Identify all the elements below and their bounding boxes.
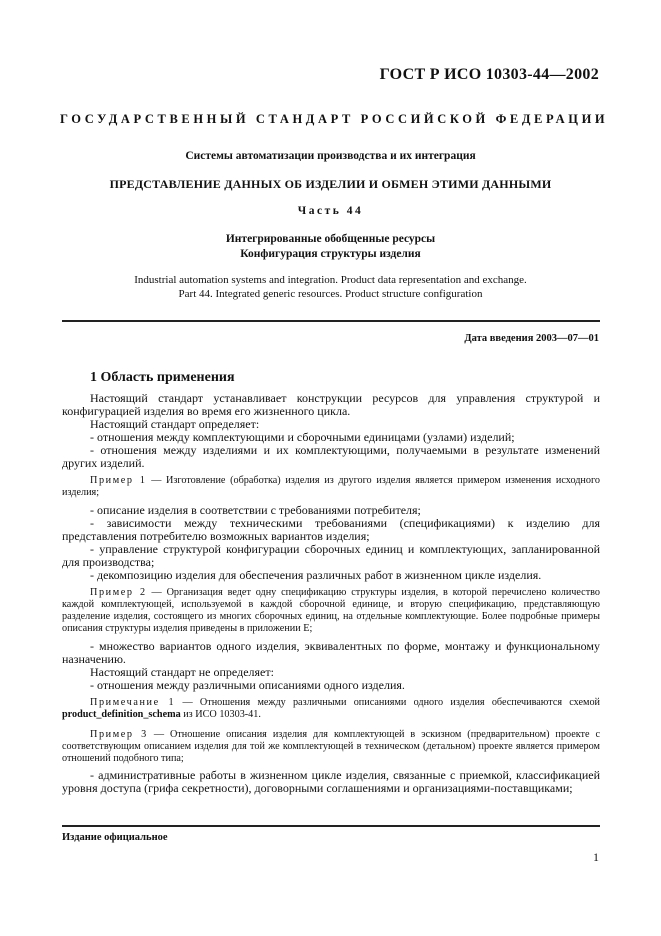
- section-body: [62, 392, 600, 795]
- example-2: [62, 587, 600, 635]
- list-item: - множество вариантов одного изделия, эквивалентных по форме, монтажу и функциональному назначению.: [62, 639, 600, 666]
- note-1: [62, 697, 600, 721]
- note-text: — Отношения между различными описаниями одного изделия обеспечиваются схемой: [175, 697, 601, 708]
- example-text: — Отношение описания изделия для комплектующей в эскизном (предварительном) проекте с соответствующим описанием изделия для той же комплектующей в техническом (детальном) проекте является примером отношений подобного типа;: [62, 729, 601, 764]
- introduction-date: Дата введения 2003—07—01: [464, 333, 599, 344]
- schema-name: product_definition_schema: [62, 709, 181, 720]
- note-text: из ИСО 10303-41.: [180, 709, 261, 720]
- example-3: [62, 729, 600, 765]
- state-standard-heading: ГОСУДАРСТВЕННЫЙ СТАНДАРТ РОССИЙСКОЙ ФЕДЕРАЦИИ: [60, 112, 609, 126]
- header-divider: [62, 320, 600, 322]
- edition-label: Издание официальное: [62, 832, 168, 843]
- title-subtitle-1: Интегрированные обобщенные ресурсы: [225, 233, 436, 245]
- list-item: - отношения между различными описаниями одного изделия.: [90, 678, 405, 692]
- page-number: 1: [593, 850, 599, 864]
- english-title-line-1: Industrial automation systems and integration. Product data representation and exchange.: [134, 274, 527, 286]
- title-subtitle-2: Конфигурация структуры изделия: [240, 248, 421, 260]
- example-label: Пример 2: [90, 587, 147, 598]
- paragraph: Настоящий стандарт устанавливает конструкции ресурсов для управления структурой и конфигурацией изделия во время его жизненного цикла.: [62, 391, 600, 418]
- example-label: Пример 1: [90, 475, 147, 486]
- english-title-line-2: Part 44. Integrated generic resources. Product structure configuration: [178, 288, 483, 300]
- example-label: Пример 3: [90, 729, 148, 740]
- list-item: - управление структурой конфигурации сборочных единиц и комплектующих, запланированной для производства;: [62, 542, 600, 569]
- paragraph: Настоящий стандарт не определяет:: [90, 665, 274, 679]
- list-item: - отношения между комплектующими и сборочными единицами (узлами) изделий;: [90, 430, 515, 444]
- list-item: - зависимости между техническими требованиями (спецификациями) к изделию для представления потребителю возможных вариантов изделия;: [62, 516, 600, 543]
- list-item: - описание изделия в соответствии с требованиями потребителя;: [90, 503, 421, 517]
- example-text: — Изготовление (обработка) изделия из другого изделия является примером изменения исходного изделия;: [62, 475, 600, 498]
- section-title: 1 Область применения: [90, 370, 235, 385]
- title-part: Часть 44: [297, 205, 364, 217]
- title-main: ПРЕДСТАВЛЕНИЕ ДАННЫХ ОБ ИЗДЕЛИИ И ОБМЕН ЭТИМИ ДАННЫМИ: [109, 177, 552, 191]
- list-item: - административные работы в жизненном цикле изделия, связанные с приемкой, классификацией уровня доступа (грифа секретности), договорными соглашениями и организациями-поставщиками;: [62, 768, 600, 795]
- title-series: Системы автоматизации производства и их интеграция: [185, 150, 476, 162]
- note-label: Примечание 1: [90, 697, 176, 708]
- example-text: — Организация ведет одну спецификацию структуры изделия, в которой перечислено количество каждой комплектующей, используемой в каждой сборочной единице, и вторую спецификацию, представляющую разделение изделия, состоящего из многих сборочных единиц, на отдельные комплектующие. Более подробные примеры описания структуры изделия приведены в приложении Е;: [62, 587, 600, 634]
- list-item: - отношения между изделиями и их комплектующими, получаемыми в результате изменений других изделий.: [62, 443, 600, 470]
- paragraph: Настоящий стандарт определяет:: [90, 417, 260, 431]
- list-item: - декомпозицию изделия для обеспечения различных работ в жизненном цикле изделия.: [90, 568, 542, 582]
- example-1: [62, 475, 600, 499]
- document-code: ГОСТ Р ИСО 10303-44—2002: [379, 66, 599, 83]
- footer-divider: [62, 825, 600, 827]
